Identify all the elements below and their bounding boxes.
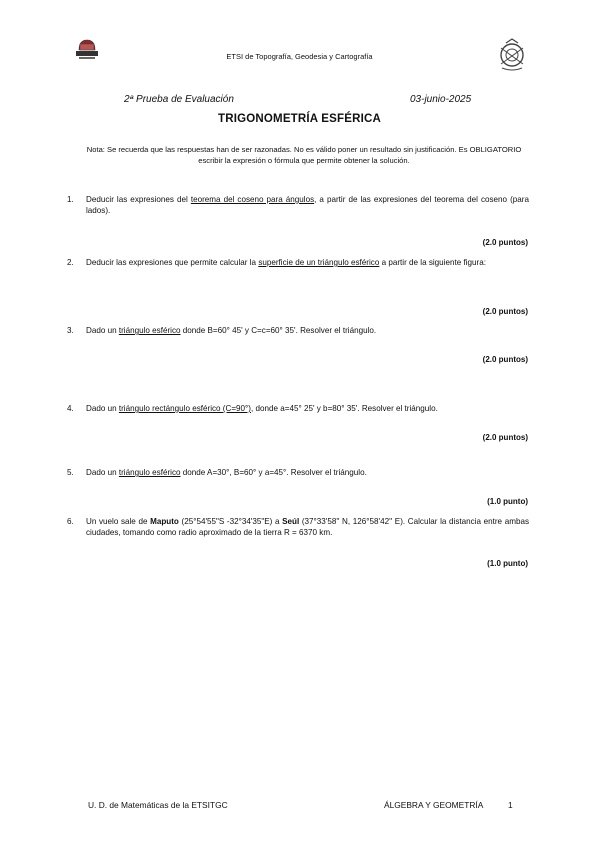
question-text: donde A=30°, B=60° y a=45°. Resolver el triángulo. (180, 468, 367, 477)
question-6-points: (1.0 punto) (487, 559, 528, 568)
question-6 (67, 516, 529, 538)
question-text: donde B=60° 45' y C=c=60° 35'. Resolver el triángulo. (180, 326, 377, 335)
page-number: 1 (508, 800, 513, 810)
question-text: Dado un (86, 404, 119, 413)
city-name: Seúl (282, 517, 300, 526)
question-3 (67, 325, 529, 336)
exam-subtitle: 2ª Prueba de Evaluación (124, 94, 234, 105)
footer-department: U. D. de Matemáticas de la ETSITGC (88, 800, 228, 810)
question-1-points: (2.0 puntos) (482, 238, 528, 247)
header-institution: ETSI de Topografía, Geodesia y Cartografía (226, 52, 373, 61)
exam-date: 03-junio-2025 (410, 94, 472, 105)
question-text: Deducir las expresiones que permite calcular la (86, 258, 259, 267)
question-number: 6. (67, 517, 74, 526)
question-text: (37°33'58'' N, 126°58'42'' E). Calcular la distancia entre ambas ciudades, tomando como radio aproximado de la tierra R = 6370 km. (86, 517, 529, 537)
question-underlined-text: triángulo esférico (118, 468, 181, 477)
question-underlined-text: teorema del coseno para ángulos (190, 195, 315, 204)
question-number: 5. (67, 468, 74, 477)
question-4-points: (2.0 puntos) (482, 433, 528, 442)
question-number: 4. (67, 404, 74, 413)
question-number: 1. (67, 195, 74, 204)
question-text: a partir de la siguiente figura: (379, 258, 486, 267)
question-1 (67, 194, 529, 216)
question-3-points: (2.0 puntos) (482, 355, 528, 364)
question-2 (67, 257, 529, 268)
question-underlined-text: superficie de un triángulo esférico (258, 258, 380, 267)
question-text: Dado un (86, 468, 119, 477)
exam-note: Nota: Se recuerda que las respuestas han de ser razonadas. No es válido poner un resultado sin justificación. Es OBLIGATORIO escribir la expresión o fórmula que permite obtener la solución. (86, 145, 522, 165)
school-emblem-icon (497, 38, 527, 72)
question-5-points: (1.0 punto) (487, 497, 528, 506)
city-name: Maputo (150, 517, 179, 526)
question-4 (67, 403, 529, 414)
question-number: 2. (67, 258, 74, 267)
question-text: , a partir de las expresiones del teorema del coseno (para lados). (86, 195, 529, 215)
question-text: (25°54'55"S -32°34'35"E) a (178, 517, 283, 526)
question-5 (67, 467, 529, 478)
footer-subject: ÁLGEBRA Y GEOMETRÍA (384, 800, 484, 810)
question-text: Un vuelo sale de (86, 517, 151, 526)
question-text: Deducir las expresiones del (86, 195, 191, 204)
question-2-points: (2.0 puntos) (482, 307, 528, 316)
question-text: Dado un (86, 326, 119, 335)
question-text: , donde a=45° 25' y b=80° 35'. Resolver el triángulo. (251, 404, 438, 413)
question-underlined-text: triángulo rectángulo esférico (C=90°) (118, 404, 251, 413)
question-number: 3. (67, 326, 74, 335)
question-underlined-text: triángulo esférico (118, 326, 181, 335)
page-title: TRIGONOMETRÍA ESFÉRICA (217, 113, 382, 125)
